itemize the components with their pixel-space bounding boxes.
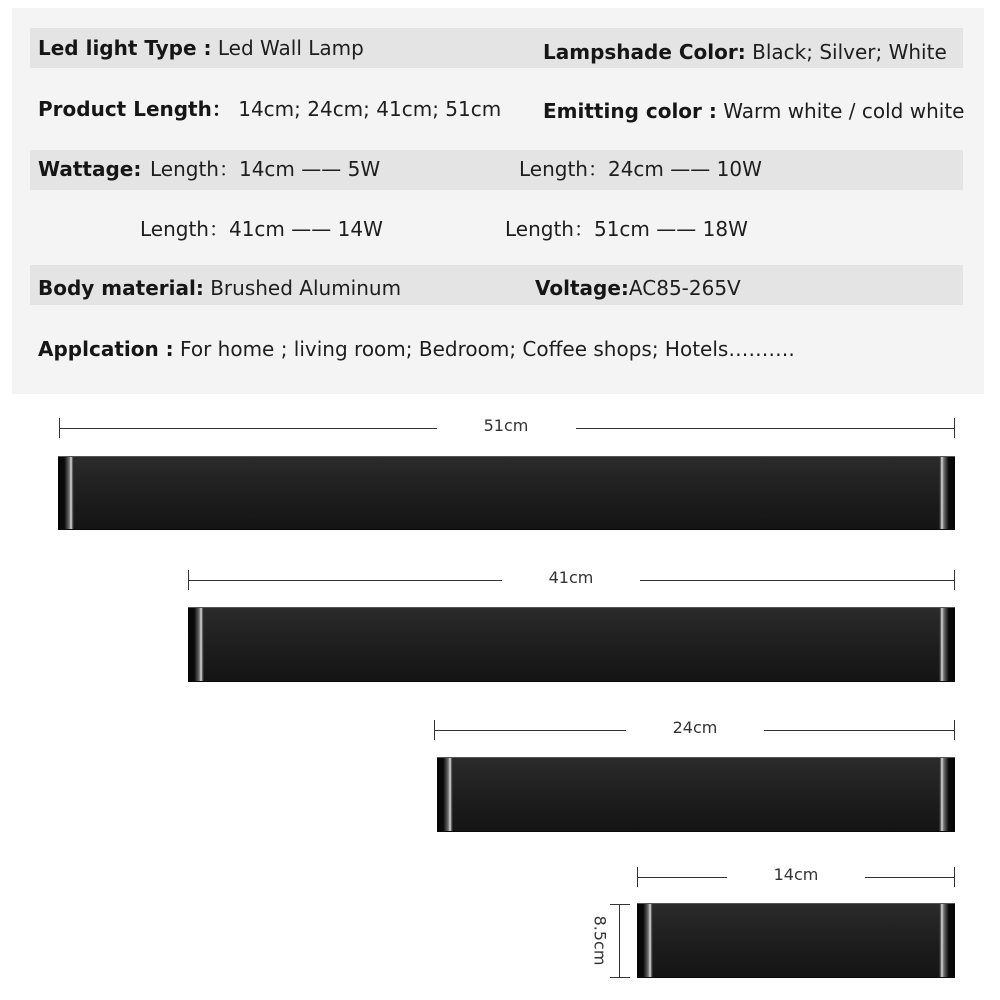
- dim-line-41-right: [640, 580, 955, 581]
- dim-line-41-left: [188, 580, 502, 581]
- spec-lampshade: Lampshade Color: Black; Silver; White: [543, 40, 947, 64]
- dim-label-height: 8.5cm: [590, 915, 610, 966]
- dim-label-41: 41cm: [548, 568, 594, 587]
- spec-body: Body material: Brushed Aluminum: [38, 276, 402, 300]
- spec-voltage: Voltage:AC85-265V: [535, 276, 741, 300]
- lamp-41cm: [188, 607, 955, 682]
- dim-line-14-right: [865, 877, 955, 878]
- spec-watt-14: Length：14cm —— 5W: [150, 157, 381, 181]
- dim-line-51-left: [59, 428, 437, 429]
- dim-line-24-right: [764, 730, 955, 731]
- lamp-41-end-left: [188, 608, 204, 681]
- lamp-51-end-left: [58, 457, 74, 529]
- lamp-14cm: [637, 903, 955, 978]
- lamp-51cm: [58, 456, 955, 530]
- lamp-24cm: [437, 757, 955, 832]
- spec-length: Product Length： 14cm; 24cm; 41cm; 51cm: [38, 97, 502, 121]
- spec-watt-24: Length：24cm —— 10W: [519, 157, 762, 181]
- dim-label-24: 24cm: [672, 718, 718, 737]
- dim-height-tick-top: [610, 904, 630, 905]
- dim-line-14-left: [637, 877, 727, 878]
- lamp-24-end-right: [939, 758, 955, 831]
- dim-line-24-left: [434, 730, 626, 731]
- dim-height-tick-bottom: [610, 977, 630, 978]
- dim-label-14: 14cm: [773, 865, 819, 884]
- lamp-14-end-right: [939, 904, 955, 977]
- dim-line-51-right: [576, 428, 955, 429]
- spec-application: Applcation : For home ; living room; Bedroom; Coffee shops; Hotels……….: [38, 337, 795, 361]
- spec-wattage-label: Wattage:: [38, 157, 142, 181]
- spec-type: Led light Type : Led Wall Lamp: [38, 36, 364, 60]
- lamp-41-end-right: [939, 608, 955, 681]
- dim-label-51: 51cm: [483, 416, 529, 435]
- lamp-14-end-left: [637, 904, 653, 977]
- dim-height-line: [619, 904, 620, 978]
- spec-watt-41: Length：41cm —— 14W: [140, 217, 383, 241]
- spec-emitting: Emitting color : Warm white / cold white: [543, 99, 965, 123]
- spec-watt-51: Length：51cm —— 18W: [505, 217, 748, 241]
- lamp-24-end-left: [437, 758, 453, 831]
- lamp-51-end-right: [939, 457, 955, 529]
